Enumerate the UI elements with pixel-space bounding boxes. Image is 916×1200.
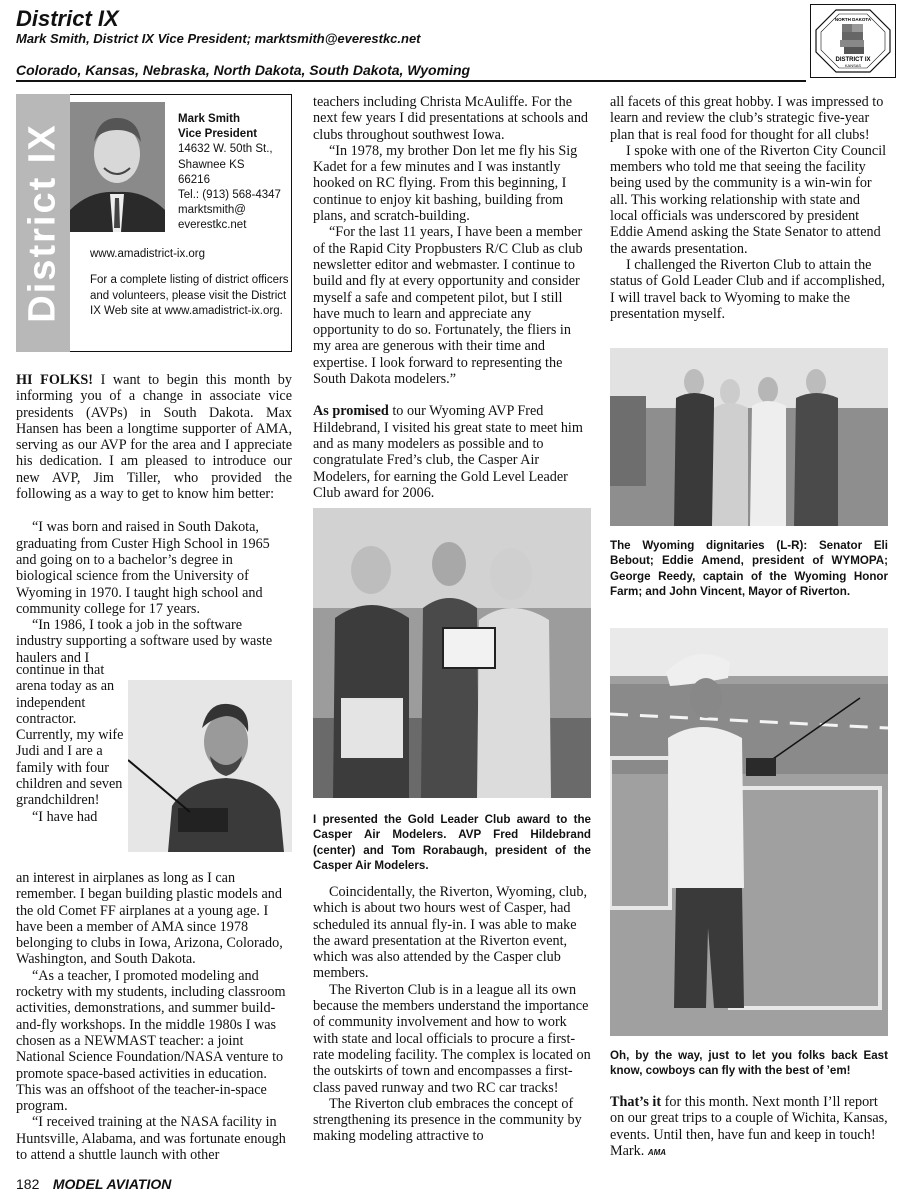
column-2-bottom <box>313 884 591 1145</box>
contact-address-1: 14632 W. 50th St., <box>178 143 273 156</box>
district-band-label: District IX <box>21 123 64 323</box>
col1-paragraph-3-cont: continue in that arena today as an independent contractor. Currently, my wife Judi and I are a family with four children and seven grandchildren! <box>16 662 124 809</box>
page-title: District IX <box>16 6 119 31</box>
district-map-logo-icon <box>814 8 892 74</box>
logo-middle-text: DISTRICT IX <box>835 57 871 63</box>
logo-top-text: NORTH DAKOTA <box>834 17 872 22</box>
logo-bottom-text: KANSAS <box>844 63 862 68</box>
contact-note: For a complete listing of district officers and volunteers, please visit the District IX Web site at www.amadistrict-ix.org. <box>90 274 289 317</box>
wyoming-dignitaries-photo <box>610 348 888 526</box>
cowboy-pilot-photo <box>610 628 888 1036</box>
col3-paragraph-1: all facets of this great hobby. I was impressed to learn and review the club’s strategic five-year plan that is real food for thought for all clubs! <box>610 94 884 143</box>
column-2-top <box>313 94 591 501</box>
page-number: 182 <box>16 1176 40 1192</box>
col1-paragraph-3: “In 1986, I took a job in the software industry supporting a software used by waste haulers and I <box>16 617 273 666</box>
page-subtitle: Mark Smith, District IX Vice President; marktsmith@everestkc.net <box>16 31 421 46</box>
contact-phone: Tel.: (913) 568-4347 <box>178 189 281 202</box>
col2-paragraph-6: The Riverton Club is in a league all its own because the members understand the importance of community involvement and how to work with state and local officials to procure a first-rate modeling facility. The complex is located on the outskirts of town and encompasses a first-class paved runway and two RC car tracks! <box>313 981 591 1096</box>
jim-tiller-photo <box>128 680 292 852</box>
district-band <box>16 94 70 352</box>
col2-paragraph-1: teachers including Christa McAuliffe. For the next few years I did presentations at schools and clubs throughout southwest Iowa. <box>313 94 589 143</box>
award-photo-caption: I presented the Gold Leader Club award to the Casper Air Modelers. AVP Fred Hildebrand (center) and Tom Rorabaugh, president of the Casper Air Modelers. <box>313 813 591 872</box>
col1-paragraph-4-start: “I have had <box>32 808 98 825</box>
contact-email-1: marktsmith@ <box>178 204 246 217</box>
col3-paragraph-2: I spoke with one of the Riverton City Council members who told me that seeing the facility being used by the community is a win-win for all. This working relationship with state and local officials was underscored by president Eddie Amend asking the State Senator to attend the awards presentation. <box>610 142 887 257</box>
contact-role: Vice President <box>178 128 258 141</box>
mark-smith-portrait <box>70 102 165 232</box>
page-footer <box>16 1176 171 1194</box>
column-3-bottom <box>610 1094 888 1161</box>
col1-paragraph-4-cont: an interest in airplanes as long as I can remember. I began building plastic models and the old Comet FF airplanes at a young age. I have been a member of AMA since 1978 belonging to clubs in Iowa, Arizona, Colorado, Washington, and South Dakota. <box>16 870 283 968</box>
contact-zip: 66216 <box>178 173 210 186</box>
col1-paragraph-5: “As a teacher, I promoted modeling and rocketry with my students, including classroom activities, demonstrations, and summer build-and-fly workshops. In the middle 1980s I was chosen as a NEWMAST teacher: a joint National Science Foundation/NASA venture to promote space-based activities in education. This was an offshoot of the teacher-in-space program. <box>16 967 286 1115</box>
col3-paragraph-3: I challenged the Riverton Club to attain the status of Gold Leader Club and if accomplished, I will travel back to Wyoming to make the presentation myself. <box>610 256 886 322</box>
header-rule <box>16 80 806 82</box>
contact-address-2: Shawnee KS <box>178 158 245 171</box>
district-logo <box>810 4 896 78</box>
magazine-name: MODEL AVIATION <box>52 1176 172 1192</box>
col2-paragraph-3: “For the last 11 years, I have been a member of the Rapid City Propbusters R/C Club as club newsletter editor and webmaster. I continue to build and fly at every opportunity and consider myself a safe and competent pilot, but I still have much to learn and appreciate any opportunity to do so. Fortunately, the fliers in my area are generous with their time and expertise. I look forward to representing the South Dakota modelers.” <box>313 224 583 388</box>
col2-paragraph-5: Coincidentally, the Riverton, Wyoming, club, which is about two hours west of Casper, had scheduled its annual fly-in. I was able to make the award presentation at the Riverton event, which was also attended by the Casper club members. <box>313 884 588 982</box>
column-1-wrap <box>16 662 126 825</box>
col2-paragraph-7: The Riverton club embraces the concept of strengthening its presence in the community by making modeling attractive to <box>313 1095 582 1145</box>
as-promised-lead: As promised <box>313 403 389 420</box>
col1-paragraph-6: “I received training at the NASA facility in Huntsville, Alabama, and was fortunate enough to attend a shuttle launch with other <box>16 1114 286 1164</box>
contact-website-link[interactable]: www.amadistrict-ix.org <box>90 248 206 260</box>
column-3-top <box>610 94 888 322</box>
thats-it-lead: That’s it <box>610 1094 662 1110</box>
col2-paragraph-2: “In 1978, my brother Don let me fly his Sig Kadet for a few minutes and I was instantly hooked on RC flying. From this beginning, I continue to enjoy kit bashing, building from plans, and scratch-building. <box>313 142 578 225</box>
col3-paragraph-4: for this month. Next month I’ll report on our great trips to a couple of Wichita, Kansas, events. Until then, have fun and keep in touch! Mark. <box>610 1094 888 1159</box>
cowboy-photo-caption: Oh, by the way, just to let you folks back East know, cowboys can fly with the best of ’em! <box>610 1049 888 1078</box>
hi-folks-lead: HI FOLKS! <box>16 372 93 388</box>
column-1-bottom <box>16 870 292 1163</box>
column-1-top <box>16 372 292 666</box>
dignitaries-photo-caption: The Wyoming dignitaries (L-R): Senator Eli Bebout; Eddie Amend, president of WYMOPA; George Reedy, captain of the Wyoming Honor Farm; and John Vincent, Mayor of Riverton. <box>610 539 888 598</box>
award-presentation-photo <box>313 508 591 798</box>
col1-paragraph-1: I want to begin this month by informing you of a change in associate vice presidents (AVPs) in South Dakota. Max Hansen has been a longtime supporter of AMA, serving as our AVP for the area and I appreciate his dedication. I am pleased to introduce our new AVP, Jim Tiller, who provided the following as a way to get to know him better: <box>16 372 292 503</box>
col1-paragraph-2: “I was born and raised in South Dakota, graduating from Custer High School in 1965 and going on to a bachelor’s degree in biological science from the University of Wyoming in 1970. I taught high school and community college for 17 years. <box>16 519 270 617</box>
contact-name: Mark Smith <box>178 113 240 125</box>
col2-paragraph-4: to our Wyoming AVP Fred Hildebrand, I visited his great state to meet him and as many modelers as possible and to congratulate Fred’s club, the Casper Air Modelers, for earning the Gold Level Leader Club award for 2006. <box>313 403 583 501</box>
states-line: Colorado, Kansas, Nebraska, North Dakota, South Dakota, Wyoming <box>16 62 471 78</box>
contact-email-2: everestkc.net <box>178 219 247 232</box>
contact-info <box>178 112 288 234</box>
ama-end-mark: AMA <box>647 1147 667 1157</box>
